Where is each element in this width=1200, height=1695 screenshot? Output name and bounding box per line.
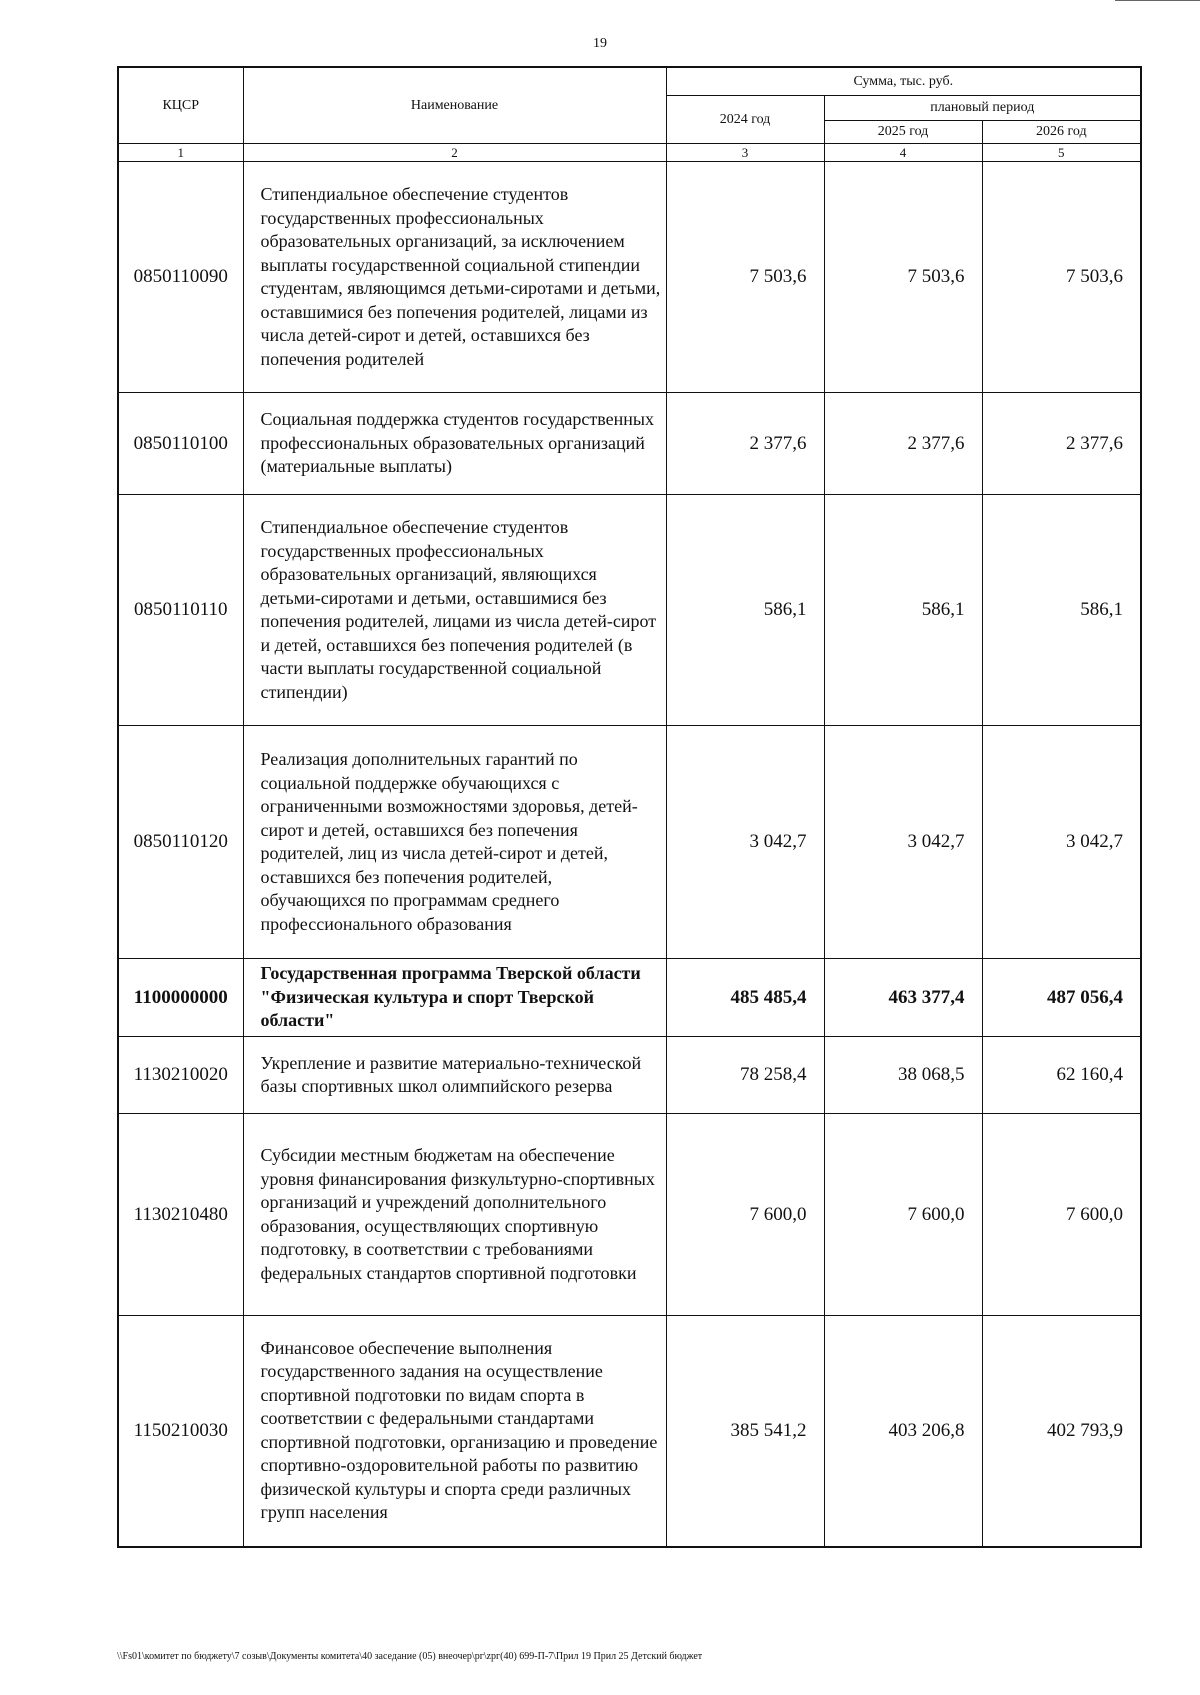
page-number: 19: [593, 36, 607, 51]
row-name: Укрепление и развитие материально-технической базы спортивных школ олимпийского резерва: [243, 1037, 666, 1114]
row-2024-value: 3 042,7: [666, 726, 824, 959]
table-row: [118, 1316, 1141, 1547]
row-2026-value: 586,1: [982, 495, 1141, 726]
row-2025-value: 7 600,0: [824, 1114, 982, 1316]
row-2026-value: 62 160,4: [982, 1037, 1141, 1114]
row-2024-value: 2 377,6: [666, 393, 824, 495]
scan-edge-line: [1115, 0, 1200, 1]
row-name: Государственная программа Тверской области "Физическая культура и спорт Тверской области": [243, 959, 666, 1037]
header-code: КЦСР: [118, 67, 243, 144]
row-code: 0850110120: [118, 726, 243, 959]
file-path-footer: \\Fs01\комитет по бюджету\7 созыв\Документы комитета\40 заседание (05) внеочер\рг\zрг(40) 699-П-7\Прил 19 Прил 25 Детский бюджет: [117, 1651, 703, 1662]
header-sum: Сумма, тыс. руб.: [666, 67, 1141, 96]
header-name: Наименование: [243, 67, 666, 144]
row-2026-value: 2 377,6: [982, 393, 1141, 495]
header-2026: 2026 год: [982, 121, 1141, 144]
row-name: Финансовое обеспечение выполнения государственного задания на осуществление спортивной подготовки по видам спорта в соответствии с федеральными стандартами спортивной подготовки, организацию и проведение спортивно-оздоровительной работы по развитию физической культуры и спорта среди различных групп населения: [243, 1316, 666, 1547]
row-code: 1150210030: [118, 1316, 243, 1547]
table-row: [118, 726, 1141, 959]
row-2025-value: 463 377,4: [824, 959, 982, 1037]
header-planned-period: плановый период: [824, 96, 1141, 121]
row-code: 0850110090: [118, 162, 243, 393]
table-row: [118, 495, 1141, 726]
row-2024-value: 485 485,4: [666, 959, 824, 1037]
row-2025-value: 586,1: [824, 495, 982, 726]
table-row-program-total: [118, 959, 1141, 1037]
row-code: 1130210480: [118, 1114, 243, 1316]
column-number: 2: [243, 144, 666, 162]
table-row: [118, 162, 1141, 393]
row-2026-value: 7 600,0: [982, 1114, 1141, 1316]
row-2025-value: 38 068,5: [824, 1037, 982, 1114]
row-name: Стипендиальное обеспечение студентов государственных профессиональных образовательных организаций, за исключением выплаты государственной социальной стипендии студентам, являющимся детьми-сиротами и детьми, оставшимися без попечения родителей, лицами из числа детей-сирот и детей, оставшихся без попечения родителей: [243, 162, 666, 393]
row-2026-value: 487 056,4: [982, 959, 1141, 1037]
row-2025-value: 2 377,6: [824, 393, 982, 495]
row-2024-value: 586,1: [666, 495, 824, 726]
row-2025-value: 3 042,7: [824, 726, 982, 959]
row-code: 0850110110: [118, 495, 243, 726]
budget-table: [117, 66, 1142, 1548]
table-row: [118, 393, 1141, 495]
row-2024-value: 385 541,2: [666, 1316, 824, 1547]
table-row: [118, 1037, 1141, 1114]
row-2026-value: 3 042,7: [982, 726, 1141, 959]
row-2024-value: 7 503,6: [666, 162, 824, 393]
row-name: Социальная поддержка студентов государственных профессиональных образовательных организаций (материальные выплаты): [243, 393, 666, 495]
column-number: 4: [824, 144, 982, 162]
row-2024-value: 78 258,4: [666, 1037, 824, 1114]
row-2024-value: 7 600,0: [666, 1114, 824, 1316]
row-name: Субсидии местным бюджетам на обеспечение уровня финансирования физкультурно-спортивных организаций и учреждений дополнительного образования, осуществляющих спортивную подготовку, в соответствии с требованиями федеральных стандартов спортивной подготовки: [243, 1114, 666, 1316]
row-name: Стипендиальное обеспечение студентов государственных профессиональных образовательных организаций, являющихся детьми-сиротами и детьми, оставшимися без попечения родителей, лицами из числа детей-сирот и детей, оставшихся без попечения родителей (в части выплаты государственной социальной стипендии): [243, 495, 666, 726]
header-2025: 2025 год: [824, 121, 982, 144]
row-2026-value: 402 793,9: [982, 1316, 1141, 1547]
row-name: Реализация дополнительных гарантий по социальной поддержке обучающихся с ограниченными возможностями здоровья, детей-сирот и детей, оставшихся без попечения родителей, лиц из числа детей-сирот и детей, оставшихся без попечения родителей, обучающихся по программам среднего профессионального образования: [243, 726, 666, 959]
header-2024: 2024 год: [666, 96, 824, 144]
row-code: 1100000000: [118, 959, 243, 1037]
table-row: [118, 1114, 1141, 1316]
column-number-row: [118, 144, 1141, 162]
row-2025-value: 403 206,8: [824, 1316, 982, 1547]
row-code: 1130210020: [118, 1037, 243, 1114]
row-2026-value: 7 503,6: [982, 162, 1141, 393]
row-code: 0850110100: [118, 393, 243, 495]
column-number: 3: [666, 144, 824, 162]
row-2025-value: 7 503,6: [824, 162, 982, 393]
column-number: 1: [118, 144, 243, 162]
column-number: 5: [982, 144, 1141, 162]
